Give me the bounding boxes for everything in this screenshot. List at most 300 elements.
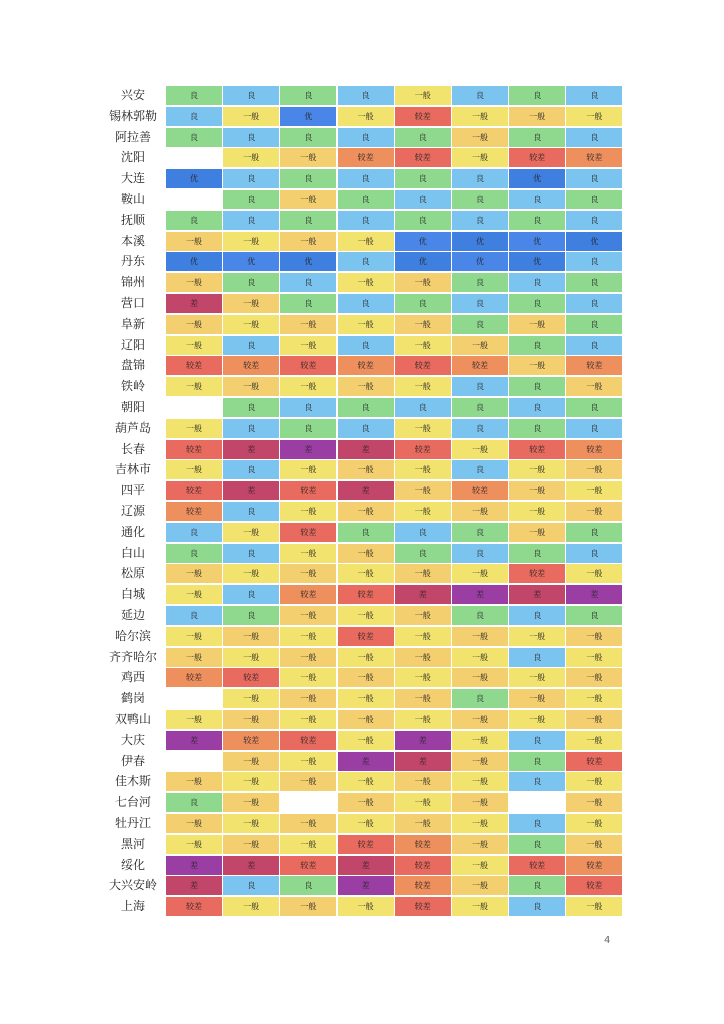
rating-cell: 良	[509, 128, 565, 147]
rating-cell: 良	[509, 273, 565, 292]
rating-cell: 优	[223, 252, 279, 271]
rating-cell: 较差	[223, 731, 279, 750]
rating-cell: 一般	[395, 377, 451, 396]
rating-cell: 一般	[452, 814, 508, 833]
rating-cell: 良	[452, 460, 508, 479]
rating-cell: 良	[395, 169, 451, 188]
table-row	[105, 356, 624, 375]
rating-cell: 较差	[166, 502, 222, 521]
city-name: 鸡西	[120, 670, 145, 685]
rating-cell: 良	[280, 273, 336, 292]
rating-cell: 一般	[223, 752, 279, 771]
rating-cell: 一般	[566, 460, 622, 479]
rating-cell: 一般	[452, 564, 508, 583]
rating-cell: 差	[223, 856, 279, 875]
rating-cell: 一般	[338, 897, 394, 916]
rating-cell: 良	[452, 689, 508, 708]
table-row	[105, 148, 624, 167]
rating-cell: 良	[223, 273, 279, 292]
rating-cell: 优	[166, 169, 222, 188]
rating-cell: 良	[223, 606, 279, 625]
rating-cell: 较差	[166, 356, 222, 375]
rating-cell: 一般	[223, 897, 279, 916]
city-name: 葫芦岛	[114, 420, 151, 435]
rating-cell: 良	[223, 876, 279, 895]
rating-cell: 良	[509, 648, 565, 667]
rating-cell: 良	[223, 169, 279, 188]
rating-cell: 较差	[566, 752, 622, 771]
table-row	[105, 689, 624, 708]
rating-cell: 一般	[223, 564, 279, 583]
rating-cell: 一般	[395, 814, 451, 833]
rating-cell: 良	[452, 86, 508, 105]
rating-cell: 优	[395, 252, 451, 271]
rating-cell: 一般	[223, 814, 279, 833]
rating-cell: 一般	[452, 648, 508, 667]
rating-cell: 一般	[223, 294, 279, 313]
rating-cell: 差	[280, 440, 336, 459]
rating-cell: 差	[509, 585, 565, 604]
rating-cell: 一般	[280, 502, 336, 521]
rating-cell: 一般	[166, 564, 222, 583]
rating-cell: 良	[509, 419, 565, 438]
rating-cell: 良	[566, 336, 622, 355]
rating-cell: 一般	[338, 544, 394, 563]
rating-cell: 良	[166, 128, 222, 147]
rating-cell: 良	[452, 273, 508, 292]
rating-cell: 较差	[509, 148, 565, 167]
rating-cell: 较差	[166, 481, 222, 500]
city-name: 哈尔滨	[114, 628, 151, 643]
table-row	[105, 772, 624, 791]
rating-cell: 良	[223, 544, 279, 563]
rating-cell: 较差	[166, 897, 222, 916]
rating-cell: 较差	[566, 856, 622, 875]
rating-cell: 良	[452, 294, 508, 313]
rating-cell: 一般	[223, 710, 279, 729]
rating-cell: 一般	[338, 460, 394, 479]
rating-cell: 较差	[566, 876, 622, 895]
rating-cell: 一般	[223, 835, 279, 854]
rating-cell: 一般	[338, 315, 394, 334]
rating-cell: 一般	[395, 419, 451, 438]
rating-cell: 较差	[280, 731, 336, 750]
table-row	[105, 752, 624, 771]
rating-cell: 较差	[223, 356, 279, 375]
rating-cell: 一般	[566, 648, 622, 667]
rating-cell: 一般	[166, 648, 222, 667]
city-name: 大庆	[120, 732, 145, 747]
rating-cell: 一般	[166, 377, 222, 396]
rating-cell: 较差	[395, 856, 451, 875]
rating-cell	[509, 793, 565, 812]
rating-cell: 一般	[452, 835, 508, 854]
table-row	[105, 897, 624, 916]
rating-cell: 一般	[338, 814, 394, 833]
rating-cell: 一般	[338, 107, 394, 126]
city-name: 锡林郭勒	[108, 108, 157, 123]
rating-cell: 良	[338, 252, 394, 271]
rating-cell: 较差	[280, 481, 336, 500]
rating-cell: 一般	[338, 606, 394, 625]
rating-cell: 优	[452, 252, 508, 271]
rating-cell: 一般	[280, 606, 336, 625]
rating-cell: 一般	[223, 627, 279, 646]
rating-cell: 差	[566, 585, 622, 604]
rating-cell: 较差	[280, 856, 336, 875]
rating-cell: 一般	[223, 772, 279, 791]
rating-cell: 较差	[395, 876, 451, 895]
rating-cell: 一般	[338, 564, 394, 583]
table-row	[105, 190, 624, 209]
city-name: 上海	[120, 899, 145, 914]
rating-cell: 良	[223, 211, 279, 230]
rating-cell: 良	[509, 336, 565, 355]
table-row	[105, 419, 624, 438]
table-row	[105, 856, 624, 875]
city-name: 铁岭	[120, 379, 145, 394]
rating-cell: 一般	[223, 107, 279, 126]
rating-cell: 良	[566, 211, 622, 230]
rating-cell: 差	[338, 856, 394, 875]
city-name: 延边	[120, 608, 145, 622]
rating-cell: 一般	[566, 107, 622, 126]
rating-cell: 一般	[395, 606, 451, 625]
rating-cell: 良	[280, 128, 336, 147]
rating-cell: 一般	[280, 835, 336, 854]
rating-cell: 较差	[338, 835, 394, 854]
rating-cell: 良	[338, 190, 394, 209]
rating-cell: 一般	[566, 627, 622, 646]
rating-cell: 较差	[338, 356, 394, 375]
rating-cell: 良	[395, 544, 451, 563]
table-row	[105, 585, 624, 604]
rating-cell: 一般	[509, 689, 565, 708]
city-name: 鞍山	[120, 192, 145, 206]
rating-cell: 良	[338, 128, 394, 147]
rating-cell: 一般	[280, 564, 336, 583]
rating-cell: 一般	[452, 128, 508, 147]
rating-cell: 一般	[395, 772, 451, 791]
rating-cell: 一般	[338, 793, 394, 812]
rating-cell: 良	[509, 377, 565, 396]
rating-cell: 一般	[280, 627, 336, 646]
table-row	[105, 107, 624, 126]
table-row	[105, 169, 624, 188]
rating-cell: 一般	[280, 315, 336, 334]
rating-cell: 一般	[452, 502, 508, 521]
rating-cell: 良	[223, 502, 279, 521]
rating-cell: 较差	[395, 107, 451, 126]
rating-cell: 良	[166, 211, 222, 230]
city-name: 松原	[120, 566, 145, 581]
rating-cell: 一般	[566, 710, 622, 729]
table-row	[105, 398, 624, 417]
rating-cell: 一般	[452, 772, 508, 791]
rating-cell: 良	[338, 398, 394, 417]
rating-cell: 差	[223, 481, 279, 500]
rating-cell: 良	[566, 419, 622, 438]
rating-cell: 较差	[395, 356, 451, 375]
city-name: 本溪	[120, 233, 145, 248]
rating-cell: 一般	[452, 710, 508, 729]
city-name: 伊春	[120, 753, 145, 768]
rating-cell: 良	[338, 294, 394, 313]
rating-cell: 差	[338, 481, 394, 500]
rating-cell: 较差	[395, 835, 451, 854]
rating-cell: 差	[166, 294, 222, 313]
table-row	[105, 627, 624, 646]
table-row	[105, 648, 624, 667]
rating-cell: 一般	[452, 440, 508, 459]
rating-cell: 一般	[166, 627, 222, 646]
rating-cell: 一般	[280, 336, 336, 355]
rating-cell: 较差	[223, 668, 279, 687]
city-name: 朝阳	[120, 400, 145, 414]
table-row	[105, 502, 624, 521]
rating-cell: 较差	[509, 564, 565, 583]
rating-cell: 一般	[280, 544, 336, 563]
rating-cell: 一般	[509, 523, 565, 542]
table-row	[105, 252, 624, 271]
rating-cell	[166, 148, 222, 167]
rating-cell: 较差	[509, 440, 565, 459]
rating-cell: 一般	[395, 336, 451, 355]
rating-cell: 良	[509, 772, 565, 791]
rating-cell: 一般	[280, 148, 336, 167]
rating-cell: 差	[166, 731, 222, 750]
rating-cell: 良	[338, 523, 394, 542]
rating-cell: 良	[452, 190, 508, 209]
rating-cell: 一般	[452, 793, 508, 812]
rating-cell: 良	[166, 544, 222, 563]
city-name: 阜新	[120, 316, 145, 331]
city-name: 丹东	[120, 254, 145, 269]
rating-cell: 良	[280, 398, 336, 417]
table-row	[105, 814, 624, 833]
rating-cell: 优	[166, 252, 222, 271]
rating-cell: 一般	[452, 148, 508, 167]
rating-cell: 差	[395, 752, 451, 771]
rating-cell: 一般	[223, 377, 279, 396]
rating-cell: 一般	[566, 689, 622, 708]
rating-cell: 差	[223, 440, 279, 459]
rating-cell: 一般	[280, 377, 336, 396]
rating-cell: 良	[452, 315, 508, 334]
city-name: 鹤岗	[120, 691, 145, 706]
rating-cell: 差	[166, 856, 222, 875]
rating-cell: 优	[566, 232, 622, 251]
rating-cell: 良	[566, 86, 622, 105]
rating-cell: 一般	[452, 107, 508, 126]
rating-cell: 较差	[509, 856, 565, 875]
table-row	[105, 710, 624, 729]
rating-cell: 优	[509, 252, 565, 271]
rating-cell: 良	[566, 128, 622, 147]
rating-cell: 一般	[280, 814, 336, 833]
rating-cell: 较差	[566, 148, 622, 167]
rating-cell: 良	[566, 606, 622, 625]
rating-cell: 一般	[280, 648, 336, 667]
rating-cell: 良	[566, 523, 622, 542]
table-row	[105, 876, 624, 895]
rating-cell: 一般	[395, 315, 451, 334]
rating-cell: 良	[223, 336, 279, 355]
rating-cell: 良	[509, 897, 565, 916]
rating-cell: 良	[509, 86, 565, 105]
rating-cell: 良	[509, 835, 565, 854]
rating-cell: 一般	[166, 772, 222, 791]
rating-cell: 良	[566, 544, 622, 563]
rating-cell: 良	[395, 190, 451, 209]
rating-cell: 一般	[566, 564, 622, 583]
city-name: 长春	[120, 441, 145, 456]
rating-cell: 一般	[338, 377, 394, 396]
rating-cell: 良	[280, 876, 336, 895]
rating-cell: 一般	[452, 856, 508, 875]
rating-cell: 差	[395, 585, 451, 604]
rating-cell: 一般	[166, 710, 222, 729]
rating-cell	[166, 398, 222, 417]
rating-cell: 良	[395, 523, 451, 542]
rating-cell: 较差	[395, 440, 451, 459]
rating-cell: 一般	[395, 273, 451, 292]
rating-cell: 良	[452, 523, 508, 542]
city-name: 白城	[120, 587, 145, 602]
rating-cell: 一般	[223, 523, 279, 542]
rating-cell: 一般	[509, 356, 565, 375]
rating-cell: 良	[166, 86, 222, 105]
table-row	[105, 835, 624, 854]
rating-cell: 良	[509, 752, 565, 771]
table-row	[105, 336, 624, 355]
rating-cell: 优	[395, 232, 451, 251]
rating-cell: 较差	[338, 148, 394, 167]
rating-cell: 较差	[338, 627, 394, 646]
rating-cell: 良	[395, 211, 451, 230]
rating-cell: 优	[280, 252, 336, 271]
rating-cell: 一般	[566, 502, 622, 521]
rating-cell: 一般	[338, 772, 394, 791]
table-row	[105, 211, 624, 230]
rating-cell: 较差	[452, 481, 508, 500]
table-row	[105, 523, 624, 542]
rating-cell: 良	[280, 419, 336, 438]
rating-cell: 良	[166, 523, 222, 542]
rating-cell: 一般	[338, 273, 394, 292]
rating-cell: 一般	[280, 232, 336, 251]
city-name: 吉林市	[114, 462, 151, 477]
table-row	[105, 481, 624, 500]
rating-cell: 一般	[566, 377, 622, 396]
rating-cell: 一般	[395, 793, 451, 812]
rating-cell: 良	[395, 128, 451, 147]
rating-cell	[166, 190, 222, 209]
rating-cell: 一般	[566, 731, 622, 750]
rating-cell: 一般	[395, 668, 451, 687]
table-row	[105, 793, 624, 812]
table-row	[105, 273, 624, 292]
rating-cell: 较差	[566, 356, 622, 375]
rating-cell: 良	[566, 273, 622, 292]
rating-cell: 一般	[566, 814, 622, 833]
rating-cell: 差	[395, 731, 451, 750]
rating-cell: 良	[280, 86, 336, 105]
rating-cell: 良	[338, 86, 394, 105]
rating-cell: 一般	[566, 481, 622, 500]
rating-cell: 一般	[395, 710, 451, 729]
rating-cell: 较差	[395, 148, 451, 167]
city-name: 锦州	[120, 275, 145, 290]
rating-cell: 一般	[166, 460, 222, 479]
rating-cell: 一般	[566, 835, 622, 854]
rating-cell: 良	[166, 107, 222, 126]
rating-cell: 一般	[395, 627, 451, 646]
rating-cell: 一般	[452, 731, 508, 750]
rating-cell: 一般	[395, 689, 451, 708]
rating-cell: 良	[166, 606, 222, 625]
rating-cell: 差	[452, 585, 508, 604]
rating-cell: 一般	[509, 502, 565, 521]
rating-cell: 良	[338, 211, 394, 230]
rating-cell: 良	[566, 190, 622, 209]
rating-cell: 良	[566, 294, 622, 313]
rating-cell: 一般	[509, 710, 565, 729]
table-row	[105, 377, 624, 396]
rating-cell: 良	[338, 336, 394, 355]
rating-cell: 一般	[395, 460, 451, 479]
rating-cell: 良	[452, 544, 508, 563]
rating-cell: 一般	[509, 460, 565, 479]
rating-cell: 良	[338, 419, 394, 438]
rating-cell: 一般	[223, 793, 279, 812]
table-row	[105, 128, 624, 147]
city-name: 齐齐哈尔	[108, 649, 157, 664]
rating-cell: 良	[452, 398, 508, 417]
rating-cell: 一般	[338, 731, 394, 750]
rating-cell: 一般	[166, 814, 222, 833]
rating-cell: 一般	[452, 876, 508, 895]
rating-cell: 一般	[452, 897, 508, 916]
table-row	[105, 232, 624, 251]
city-name: 绥化	[120, 857, 145, 872]
rating-cell: 良	[280, 294, 336, 313]
rating-cell: 良	[223, 398, 279, 417]
table-row	[105, 440, 624, 459]
rating-cell: 一般	[280, 190, 336, 209]
rating-cell: 一般	[280, 668, 336, 687]
rating-cell: 一般	[166, 835, 222, 854]
rating-cell: 一般	[223, 648, 279, 667]
rating-cell: 一般	[338, 648, 394, 667]
city-name: 双鸭山	[114, 712, 151, 726]
table-row	[105, 668, 624, 687]
rating-cell: 一般	[509, 627, 565, 646]
rating-cell: 良	[566, 252, 622, 271]
rating-cell: 较差	[566, 440, 622, 459]
city-name: 盘锦	[120, 358, 145, 373]
city-name: 抚顺	[120, 212, 145, 227]
city-name: 大连	[120, 171, 145, 186]
rating-cell: 一般	[395, 481, 451, 500]
rating-cell: 良	[223, 190, 279, 209]
rating-cell: 良	[280, 211, 336, 230]
rating-cell: 一般	[280, 752, 336, 771]
rating-cell: 差	[166, 876, 222, 895]
rating-cell	[166, 689, 222, 708]
rating-cell: 良	[223, 460, 279, 479]
rating-cell: 较差	[166, 440, 222, 459]
